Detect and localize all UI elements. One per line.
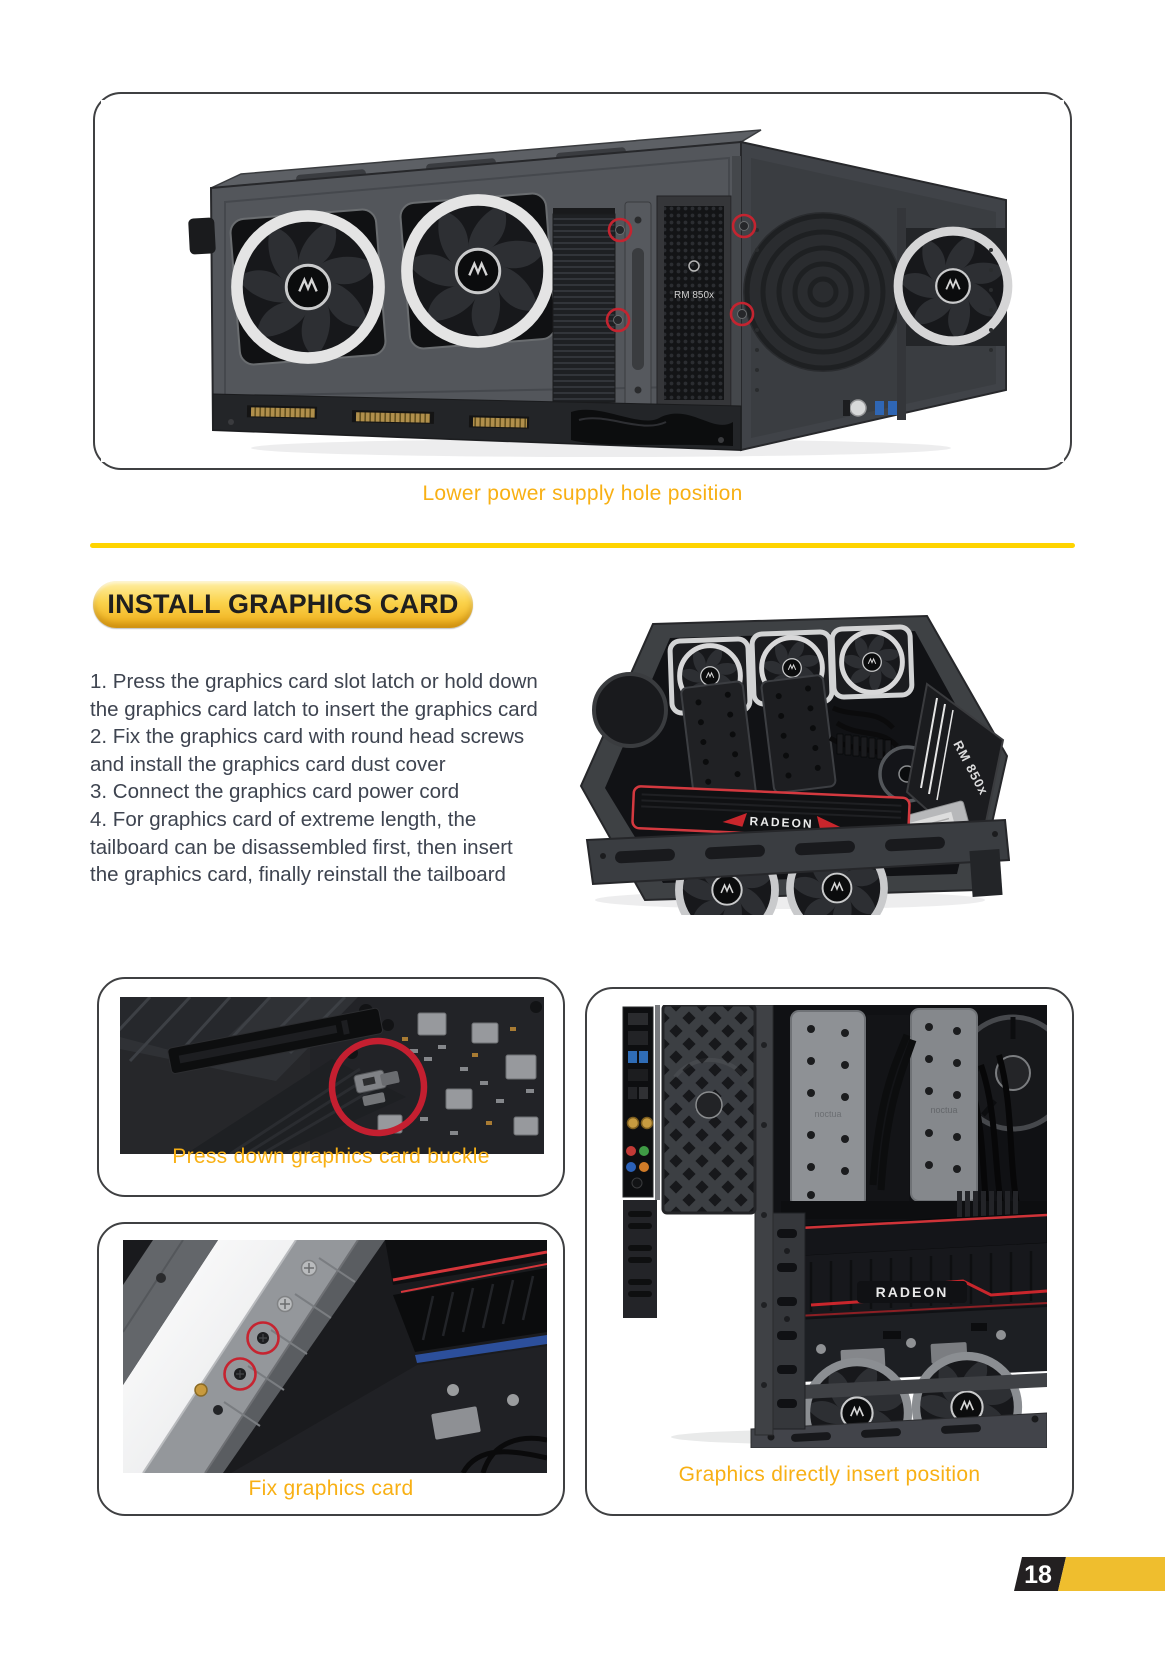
- audio-jack-red: [626, 1146, 636, 1156]
- usb-port-blue: [628, 1051, 637, 1063]
- case-rear-side-photo: [611, 1005, 1047, 1448]
- step-line: 4. For graphics card of extreme length, the: [90, 807, 477, 831]
- audio-jack-green: [639, 1146, 649, 1156]
- figure-box-insert: [585, 987, 1074, 1516]
- noctua-cooler-towers: [791, 1009, 977, 1207]
- fix-screws-photo: [123, 1240, 547, 1473]
- gpu-brand-label: RADEON: [749, 814, 814, 831]
- usb-port-blue: [639, 1051, 648, 1063]
- cooler-brand-label: noctua: [930, 1105, 958, 1115]
- section-title: INSTALL GRAPHICS CARD: [107, 589, 459, 619]
- caption-lower-psu: Lower power supply hole position: [422, 482, 743, 505]
- psu-model-label: RM 850x: [950, 737, 992, 798]
- pcie-latch-photo: [120, 997, 544, 1154]
- page-number: 18: [1024, 1561, 1052, 1589]
- page-footer: [1000, 1553, 1165, 1595]
- diamond-grille-panel: [663, 1005, 755, 1213]
- figure-box-buckle: [97, 977, 565, 1197]
- psu-model-label: RM 850x: [673, 290, 715, 301]
- side-vents: [623, 1200, 657, 1318]
- step-line: tailboard can be disassembled first, then insert: [90, 835, 513, 859]
- step-line: 3. Connect the graphics card power cord: [90, 780, 460, 804]
- front-fan-left: [237, 216, 379, 359]
- pci-bracket-strip: [625, 202, 651, 412]
- side-fan: [898, 231, 1008, 342]
- psu-front: [657, 196, 731, 408]
- graphics-card: [777, 1213, 1047, 1319]
- step-line: the graphics card, finally reinstall the tailboard: [90, 863, 506, 887]
- antenna-jack-gold: [628, 1118, 639, 1129]
- front-fan-right: [407, 200, 549, 343]
- audio-jack-orange: [639, 1162, 649, 1172]
- audio-jack-black: [632, 1178, 642, 1188]
- figure-box-lower-psu: [93, 92, 1072, 470]
- corner-beam: [755, 1005, 773, 1435]
- antenna-connector: [195, 1384, 207, 1396]
- caption-buckle: Press down graphics card buckle: [172, 1145, 490, 1168]
- footer-accent-bar: [1058, 1557, 1165, 1591]
- caption-insert: Graphics directly insert position: [678, 1463, 981, 1486]
- step-line: 1. Press the graphics card slot latch or hold down: [90, 670, 538, 693]
- side-vent: [969, 849, 1002, 897]
- instruction-steps: [90, 668, 538, 889]
- step-line: the graphics card latch to insert the graphics card: [90, 697, 538, 721]
- side-latch-knob: [188, 217, 216, 254]
- caption-fix: Fix graphics card: [248, 1477, 414, 1500]
- step-line: and install the graphics card dust cover: [90, 752, 446, 776]
- audio-jack-blue: [626, 1162, 636, 1172]
- section-title-badge: [93, 581, 473, 628]
- case-photo-interior-top-view: [575, 588, 1010, 915]
- rear-io-panel: [623, 1007, 653, 1197]
- antenna-jack-gold: [642, 1118, 653, 1129]
- cpu-heatsink: [553, 208, 615, 402]
- case-photo-lower-psu-hole: [101, 100, 1064, 462]
- section-divider: [90, 543, 1075, 548]
- left-fan-partial: [594, 674, 666, 746]
- figure-box-fix: [97, 1222, 565, 1516]
- pci-slot-rail: [769, 1213, 805, 1429]
- cooler-brand-label: noctua: [814, 1109, 842, 1119]
- step-line: 2. Fix the graphics card with round head screws: [90, 725, 525, 749]
- gpu-brand-label: RADEON: [875, 1284, 949, 1300]
